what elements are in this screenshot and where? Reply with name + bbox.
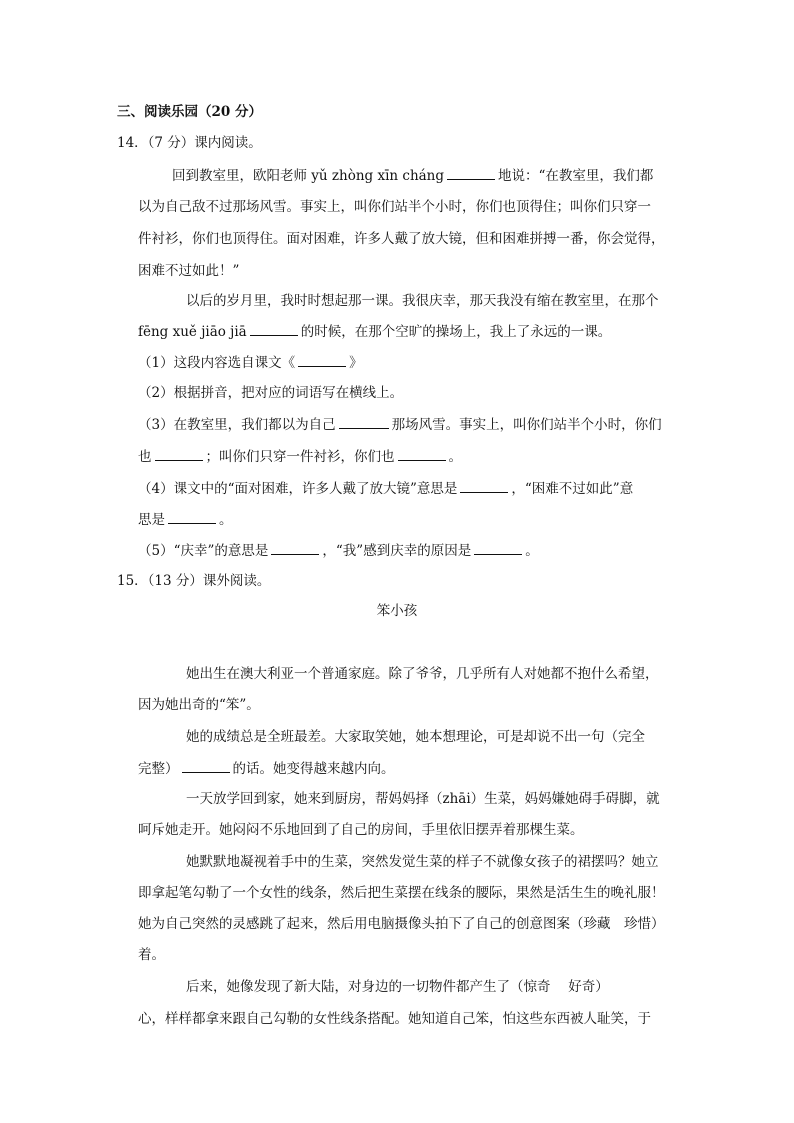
q14-passage-line: 以后的岁月里，我时时想起那一课。我很庆幸，那天我没有缩在教室里，在那个 bbox=[186, 293, 659, 309]
sub-question-text: 思是 bbox=[138, 512, 165, 528]
section-title: 三、阅读乐园（20 分） bbox=[117, 104, 262, 120]
answer-blank[interactable] bbox=[339, 415, 389, 429]
answer-blank[interactable] bbox=[398, 447, 446, 461]
answer-blank[interactable] bbox=[168, 510, 216, 524]
q15-passage-line bbox=[138, 759, 395, 778]
sub-question-text: ；叫你们只穿一件衬衫，你们也 bbox=[205, 449, 395, 465]
q14-passage-text: 的时候，在那个空旷的操场上，我上了永远的一课。 bbox=[300, 324, 612, 340]
q15-passage-line: 后来，她像发现了新大陆，对身边的一切物件都产生了（惊奇 好奇） bbox=[186, 979, 609, 995]
q15-passage-line: 她默默地凝视着手中的生菜，突然发觉生菜的样子不就像女孩子的裙摆吗？她立 bbox=[186, 854, 659, 870]
q15-passage-text: 完整） bbox=[138, 761, 179, 777]
q15-passage-line: 着。 bbox=[138, 947, 165, 963]
q14-passage-line: 件衬衫，你们也顶得住。面对困难，许多人戴了放大镜，但和困难拼搏一番，你会觉得， bbox=[138, 231, 665, 247]
answer-blank[interactable] bbox=[182, 759, 230, 773]
q15-passage-line: 心，样样都拿来跟自己勾勒的女性线条搭配。她知道自己笨，怕这些东西被人耻笑，于 bbox=[138, 1011, 651, 1027]
q15-passage-text: 的话。她变得越来越内向。 bbox=[232, 761, 395, 777]
sub-question-text: ，“困难不过如此”意 bbox=[511, 481, 634, 497]
sub-question-4-cont bbox=[138, 510, 233, 529]
sub-question-5 bbox=[138, 541, 539, 560]
q14-passage-line: 困难不过如此！” bbox=[138, 263, 240, 279]
q15-passage-line: 她出生在澳大利亚一个普通家庭。除了爷爷，几乎所有人对她都不抱什么希望， bbox=[186, 666, 659, 682]
answer-blank[interactable] bbox=[460, 479, 508, 493]
passage-title: 笨小孩 bbox=[376, 603, 418, 619]
question-15-header: 15．（13 分）课外阅读。 bbox=[117, 573, 271, 589]
sub-question-text: 》 bbox=[349, 355, 363, 371]
q14-passage-line: 以为自己敌不过那场风雪。事实上，叫你们站半个小时，你们也顶得住；叫你们只穿一 bbox=[138, 199, 651, 215]
answer-blank[interactable] bbox=[155, 447, 203, 461]
q15-passage-line: 因为她出奇的“笨”。 bbox=[138, 697, 260, 713]
sub-question-text: 也 bbox=[138, 449, 152, 465]
q15-passage-line: 她为自己突然的灵感跳了起来，然后用电脑摄像头拍下了自己的创意图案（珍藏 珍惜） bbox=[138, 916, 665, 932]
q15-passage-line: 她的成绩总是全班最差。大家取笑她，她本想理论，可是却说不出一句（完全 bbox=[186, 729, 645, 745]
answer-blank[interactable] bbox=[298, 353, 346, 367]
q14-passage-text: 地说：“在教室里，我们都 bbox=[498, 168, 654, 184]
sub-question-text: 。 bbox=[525, 543, 539, 559]
sub-question-text: （4）课文中的“面对困难，许多人戴了放大镜”意思是 bbox=[138, 481, 458, 497]
q15-passage-line: 呵斥她走开。她闷闷不乐地回到了自己的房间，手里依旧摆弄着那棵生菜。 bbox=[138, 822, 584, 838]
sub-question-1 bbox=[138, 353, 363, 372]
answer-blank[interactable] bbox=[271, 541, 319, 555]
sub-question-text: ，“我”感到庆幸的原因是 bbox=[322, 543, 472, 559]
sub-question-3-cont bbox=[138, 447, 462, 466]
question-14-header: 14．（7 分）课内阅读。 bbox=[117, 135, 262, 151]
q14-passage-line bbox=[172, 166, 653, 185]
answer-blank[interactable] bbox=[250, 322, 298, 336]
sub-question-text: （5）“庆幸”的意思是 bbox=[138, 543, 269, 559]
sub-question-text: （3）在教室里，我们都以为自己 bbox=[138, 417, 336, 433]
sub-question-2: （2）根据拼音，把对应的词语写在横线上。 bbox=[138, 385, 404, 401]
answer-blank[interactable] bbox=[474, 541, 522, 555]
q15-passage-line: 一天放学回到家，她来到厨房，帮妈妈择（zhāi）生菜，妈妈嫌她碍手碍脚，就 bbox=[186, 791, 660, 807]
pinyin-text: fēng xuě jiāo jiā bbox=[138, 324, 247, 340]
sub-question-text: 。 bbox=[219, 512, 233, 528]
sub-question-3 bbox=[138, 415, 662, 434]
answer-blank[interactable] bbox=[447, 166, 495, 180]
sub-question-4 bbox=[138, 479, 633, 498]
sub-question-text: （1）这段内容选自课文《 bbox=[138, 355, 296, 371]
q14-passage-line bbox=[138, 322, 611, 341]
sub-question-text: 。 bbox=[448, 449, 462, 465]
sub-question-text: 那场风雪。事实上，叫你们站半个小时，你们 bbox=[391, 417, 662, 433]
q15-passage-line: 即拿起笔勾勒了一个女性的线条，然后把生菜摆在线条的腰际，果然是活生生的晚礼服！ bbox=[138, 885, 665, 901]
q14-passage-text: 回到教室里，欧阳老师 yǔ zhòng xīn cháng bbox=[172, 168, 445, 184]
